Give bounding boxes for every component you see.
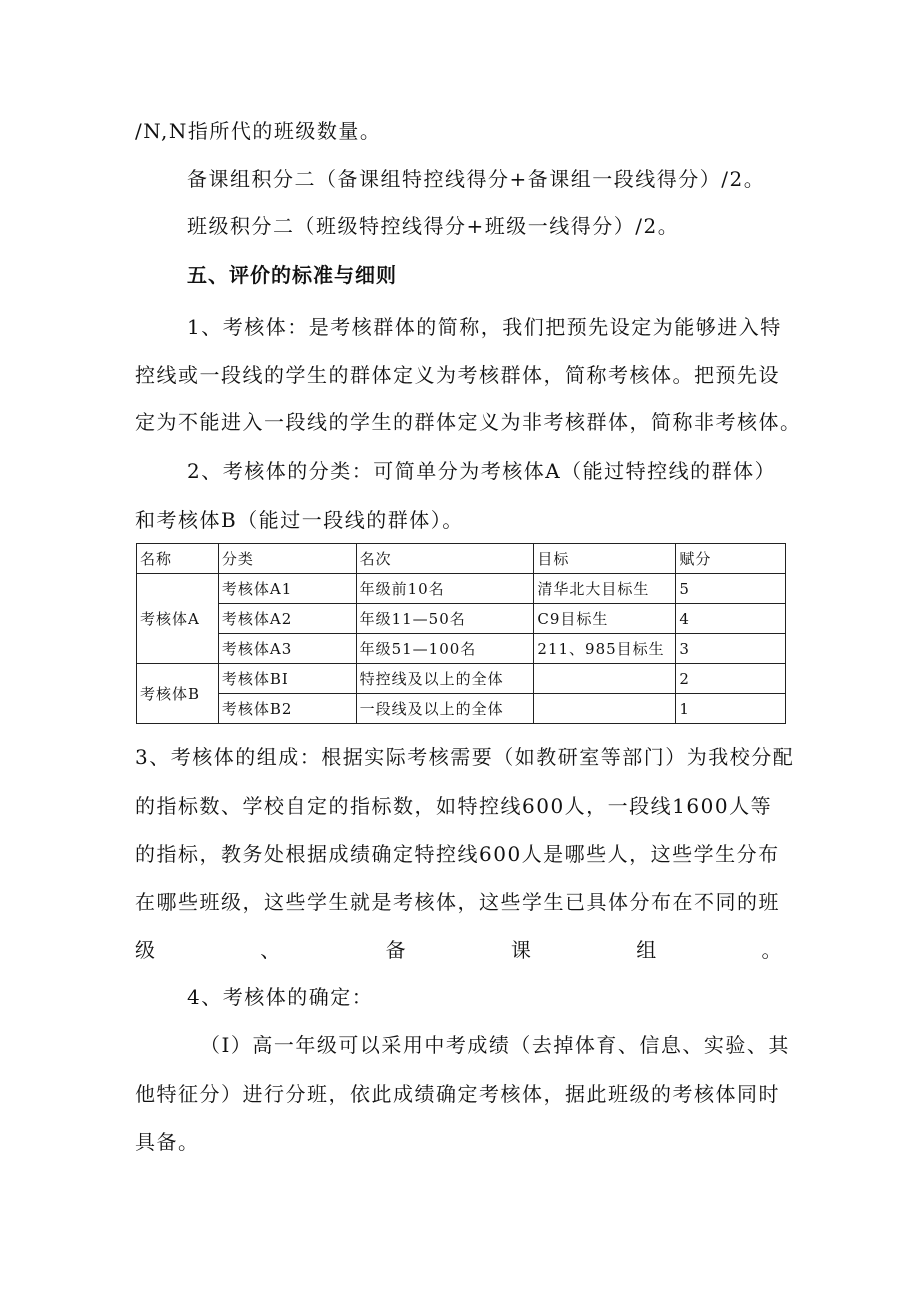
para-assessment-def-line3: 定为不能进入一段线的学生的群体定义为非考核群体，简称非考核体。	[135, 410, 802, 434]
formula-class-score: 班级积分二（班级特控线得分+班级一线得分）/2。	[187, 214, 680, 238]
rank-cell: 年级51—100名	[356, 634, 534, 664]
rank-cell: 特控线及以上的全体	[356, 664, 534, 694]
category-cell: 考核体B2	[218, 694, 356, 724]
header-rank: 名次	[356, 544, 534, 574]
header-score: 赋分	[676, 544, 786, 574]
para-classification-line1: 2、考核体的分类：可简单分为考核体A（能过特控线的群体）	[187, 459, 777, 483]
rank-cell: 年级11—50名	[356, 604, 534, 634]
score-cell: 5	[676, 574, 786, 604]
justified-char: 组	[636, 938, 658, 962]
para-grade-one-line2: 他特征分）进行分班，依此成绩确定考核体，据此班级的考核体同时	[135, 1082, 780, 1106]
justified-char: 。	[761, 938, 783, 962]
justified-char: 课	[510, 938, 533, 962]
para-composition-line1: 3、考核体的组成：根据实际考核需要（如教研室等部门）为我校分配	[135, 745, 795, 769]
table-row	[137, 634, 786, 664]
para-determination: 4、考核体的确定：	[187, 985, 374, 1009]
score-cell: 2	[676, 664, 786, 694]
justified-char: 备	[385, 938, 408, 962]
category-cell: 考核体A3	[218, 634, 356, 664]
header-category: 分类	[218, 544, 356, 574]
category-cell: 考核体A2	[218, 604, 356, 634]
score-cell: 3	[676, 634, 786, 664]
formula-prep-group-score: 备课组积分二（备课组特控线得分+备课组一段线得分）/2。	[187, 167, 766, 191]
header-target: 目标	[534, 544, 676, 574]
para-assessment-def-line1: 1、考核体：是考核群体的简称，我们把预先设定为能够进入特	[187, 315, 782, 339]
category-cell: 考核体A1	[218, 574, 356, 604]
section-heading: 五、评价的标准与细则	[187, 263, 397, 287]
target-cell: C9目标生	[534, 604, 676, 634]
category-cell: 考核体BI	[218, 664, 356, 694]
para-composition-line5	[135, 936, 783, 964]
target-cell: 清华北大目标生	[534, 574, 676, 604]
para-grade-one-line1: （I）高一年级可以采用中考成绩（去掉体育、信息、实验、其	[200, 1033, 790, 1057]
table-row	[137, 574, 786, 604]
header-name: 名称	[137, 544, 219, 574]
para-composition-line4: 在哪些班级，这些学生就是考核体，这些学生已具体分布在不同的班	[135, 890, 780, 914]
table-header-row	[137, 544, 786, 574]
target-cell	[534, 694, 676, 724]
score-cell: 4	[676, 604, 786, 634]
para-composition-line3: 的指标，教务处根据成绩确定特控线600人是哪些人，这些学生分布	[135, 842, 780, 866]
target-cell: 211、985目标生	[534, 634, 676, 664]
group-a-cell: 考核体A	[137, 574, 219, 664]
table-row	[137, 694, 786, 724]
justified-char: 、	[260, 938, 282, 962]
group-b-cell: 考核体B	[137, 664, 219, 724]
para-assessment-def-line2: 控线或一段线的学生的群体定义为考核群体，简称考核体。把预先设	[135, 363, 780, 387]
justified-char: 级	[135, 938, 157, 962]
table-row	[137, 604, 786, 634]
score-cell: 1	[676, 694, 786, 724]
para-grade-one-line3: 具备。	[135, 1130, 200, 1154]
table-row	[137, 664, 786, 694]
para-composition-line2: 的指标数、学校自定的指标数，如特控线600人，一段线1600人等	[135, 794, 773, 818]
para-classification-line2: 和考核体B（能过一段线的群体）。	[135, 508, 464, 532]
rank-cell: 一段线及以上的全体	[356, 694, 534, 724]
paragraph-n-count: /N,N指所代的班级数量。	[135, 119, 382, 143]
target-cell	[534, 664, 676, 694]
rank-cell: 年级前10名	[356, 574, 534, 604]
assessment-table	[136, 543, 786, 724]
